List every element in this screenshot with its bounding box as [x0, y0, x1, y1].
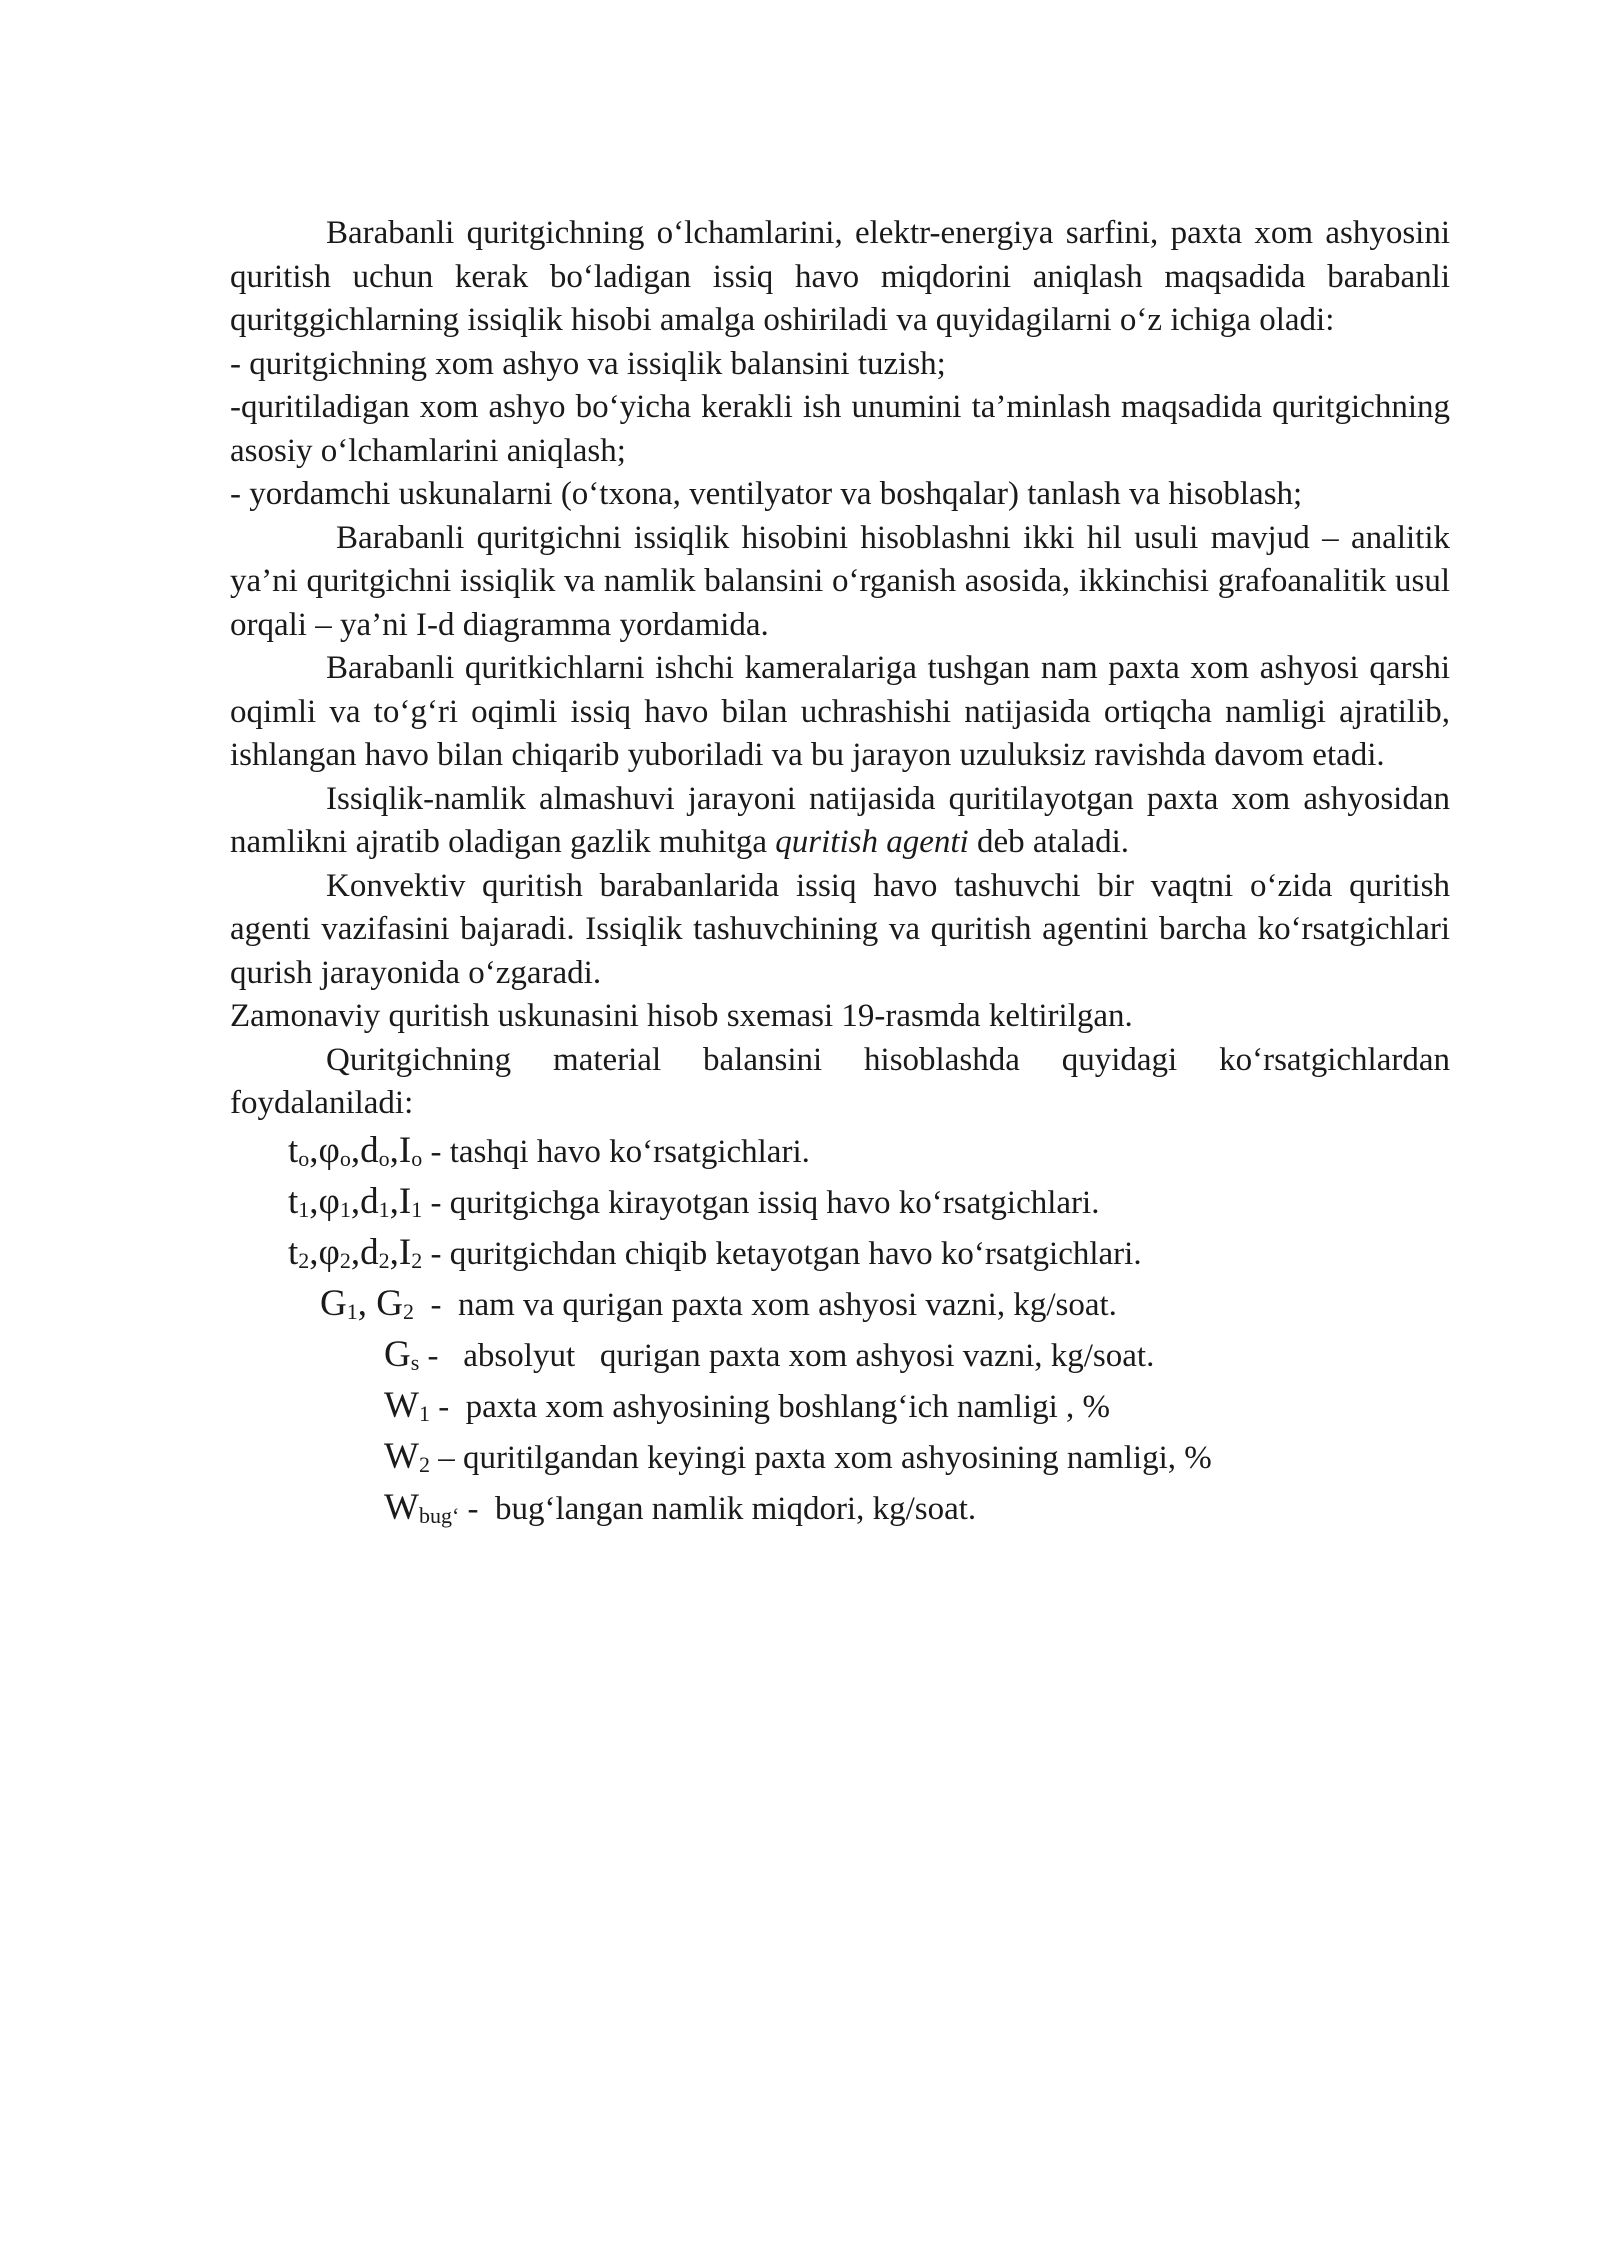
symbol-subscript: s — [410, 1349, 420, 1375]
list-item-equipment: - yordamchi uskunalarni (o‘txona, ventilyator va boshqalar) tanlash va hisoblash; — [230, 476, 1303, 512]
intro-paragraph: Barabanli quritgichning o‘lchamlarini, elektr-energiya sarfini, paxta xom ashyosini quritish uchun kerak bo‘ladigan issiq havo miqdorini aniqlash maqsadida barabanli quritggichlarning issiqlik hisobi amalga oshiriladi va quyidagilarni o‘z ichiga oladi: — [230, 215, 1450, 338]
symbol-notation — [288, 1181, 422, 1222]
symbol-base: t — [288, 1129, 299, 1171]
symbol-base: ,φ — [309, 1129, 340, 1171]
symbol-subscript: o — [378, 1145, 390, 1171]
symbol-notation — [384, 1436, 430, 1477]
agent-term: quritish agenti — [775, 824, 969, 860]
symbol-subscript: 2 — [402, 1298, 414, 1324]
symbol-base: ,I — [389, 1180, 412, 1222]
symbol-subscript: o — [298, 1145, 310, 1171]
list-item-balance: - quritgichning xom ashyo va issiqlik balansini tuzish; — [230, 345, 946, 382]
material-balance-paragraph: Quritgichning material balansini hisoblashda quyidagi ko‘rsatgichlardan foydalaniladi: — [230, 1041, 1450, 1121]
symbol-description: - absolyut qurigan paxta xom ashyosi vazni, kg/soat. — [419, 1337, 1155, 1374]
symbol-subscript: 1 — [411, 1196, 423, 1222]
convective-paragraph: Konvektiv quritish barabanlarida issiq havo tashuvchi bir vaqtni o‘zida quritish agenti vazifasini bajaradi. Issiqlik tashuvchining va quritish agentini barcha ko‘rsatgichlari qurish jarayonida o‘zgaradi. — [230, 867, 1450, 991]
symbol-subscript: 1 — [346, 1298, 358, 1324]
symbol-notation — [320, 1283, 414, 1324]
symbol-notation — [288, 1130, 422, 1171]
symbol-base: t — [288, 1231, 299, 1273]
symbol-subscript: o — [411, 1145, 423, 1171]
symbol-notation — [384, 1334, 419, 1375]
symbol-subscript: 2 — [298, 1247, 310, 1273]
symbol-base: G — [384, 1333, 411, 1375]
symbol-base: W — [384, 1435, 419, 1477]
symbol-line — [230, 1432, 1450, 1483]
symbol-base: ,I — [389, 1231, 412, 1273]
symbol-line — [230, 1279, 1450, 1330]
symbol-line — [230, 1381, 1450, 1432]
symbol-subscript: 2 — [418, 1451, 430, 1477]
symbol-subscript: 1 — [418, 1400, 430, 1426]
symbol-description: - tashqi havo ko‘rsatgichlari. — [422, 1133, 810, 1170]
symbol-base: ,I — [389, 1129, 412, 1171]
symbol-subscript: 2 — [339, 1247, 351, 1273]
symbol-subscript: 1 — [378, 1196, 390, 1222]
agent-text-after: deb ataladi. — [968, 824, 1130, 860]
symbol-line — [230, 1177, 1450, 1228]
symbol-line — [230, 1483, 1450, 1534]
symbol-base: ,φ — [309, 1231, 340, 1273]
symbol-base: W — [384, 1486, 419, 1528]
symbol-base: ,d — [350, 1180, 379, 1222]
symbol-description: - nam va qurigan paxta xom ashyosi vazni, kg/soat. — [413, 1286, 1117, 1323]
symbol-subscript: 1 — [298, 1196, 310, 1222]
symbol-notation — [384, 1385, 430, 1426]
agent-text-before: Issiqlik-namlik almashuvi jarayoni natijasida quritilayotgan paxta xom ashyosidan namlikni ajratib oladigan gazlik muhitga — [230, 780, 1450, 860]
symbol-base: ,φ — [309, 1180, 340, 1222]
symbol-subscript: o — [339, 1145, 351, 1171]
symbol-description: – quritilgandan keyingi paxta xom ashyosining namligi, % — [429, 1439, 1212, 1476]
methods-paragraph: Barabanli quritgichni issiqlik hisobini hisoblashni ikki hil usuli mavjud – analitik ya’ni quritgichni issiqlik va namlik balansini o‘rganish asosida, ikkinchisi grafoanalitik usul orqali – ya’ni I-d diagramma yordamida. — [230, 519, 1450, 643]
process-paragraph: Barabanli quritkichlarni ishchi kameralariga tushgan nam paxta xom ashyosi qarshi oqimli va to‘g‘ri oqimli issiq havo bilan uchrashishi natijasida ortiqcha namligi ajratilib, ishlangan havo bilan chiqarib yuboriladi va bu jarayon uzuluksiz ravishda davom etadi. — [230, 650, 1450, 773]
symbol-subscript: bug‘ — [418, 1502, 460, 1528]
symbol-notation — [384, 1487, 459, 1528]
symbol-description: - quritgichdan chiqib ketayotgan havo ko‘rsatgichlari. — [422, 1235, 1142, 1272]
symbol-subscript: 2 — [378, 1247, 390, 1273]
agent-paragraph — [230, 778, 1450, 865]
list-item-dimensions: -quritiladigan xom ashyo bo‘yicha kerakli ish unumini ta’minlash maqsadida quritgichning asosiy o‘lchamlarini aniqlash; — [230, 389, 1450, 469]
symbol-notation — [288, 1232, 422, 1273]
symbol-line — [230, 1330, 1450, 1381]
symbol-description: - paxta xom ashyosining boshlang‘ich namligi , % — [429, 1388, 1110, 1425]
symbol-subscript: 2 — [411, 1247, 423, 1273]
symbol-base: , G — [357, 1282, 403, 1324]
symbol-base: t — [288, 1180, 299, 1222]
symbol-subscript: 1 — [339, 1196, 351, 1222]
symbol-list — [230, 1126, 1450, 1534]
symbol-line — [230, 1126, 1450, 1177]
symbol-base: W — [384, 1384, 419, 1426]
symbol-description: - quritgichga kirayotgan issiq havo ko‘rsatgichlari. — [422, 1184, 1100, 1221]
symbol-base: ,d — [350, 1231, 379, 1273]
symbol-base: G — [320, 1282, 347, 1324]
symbol-base: ,d — [350, 1129, 379, 1171]
document-body — [230, 212, 1450, 1534]
symbol-line — [230, 1228, 1450, 1279]
symbol-description: - bug‘langan namlik miqdori, kg/soat. — [459, 1490, 977, 1527]
scheme-reference: Zamonaviy quritish uskunasini hisob sxemasi 19-rasmda keltirilgan. — [230, 998, 1133, 1034]
